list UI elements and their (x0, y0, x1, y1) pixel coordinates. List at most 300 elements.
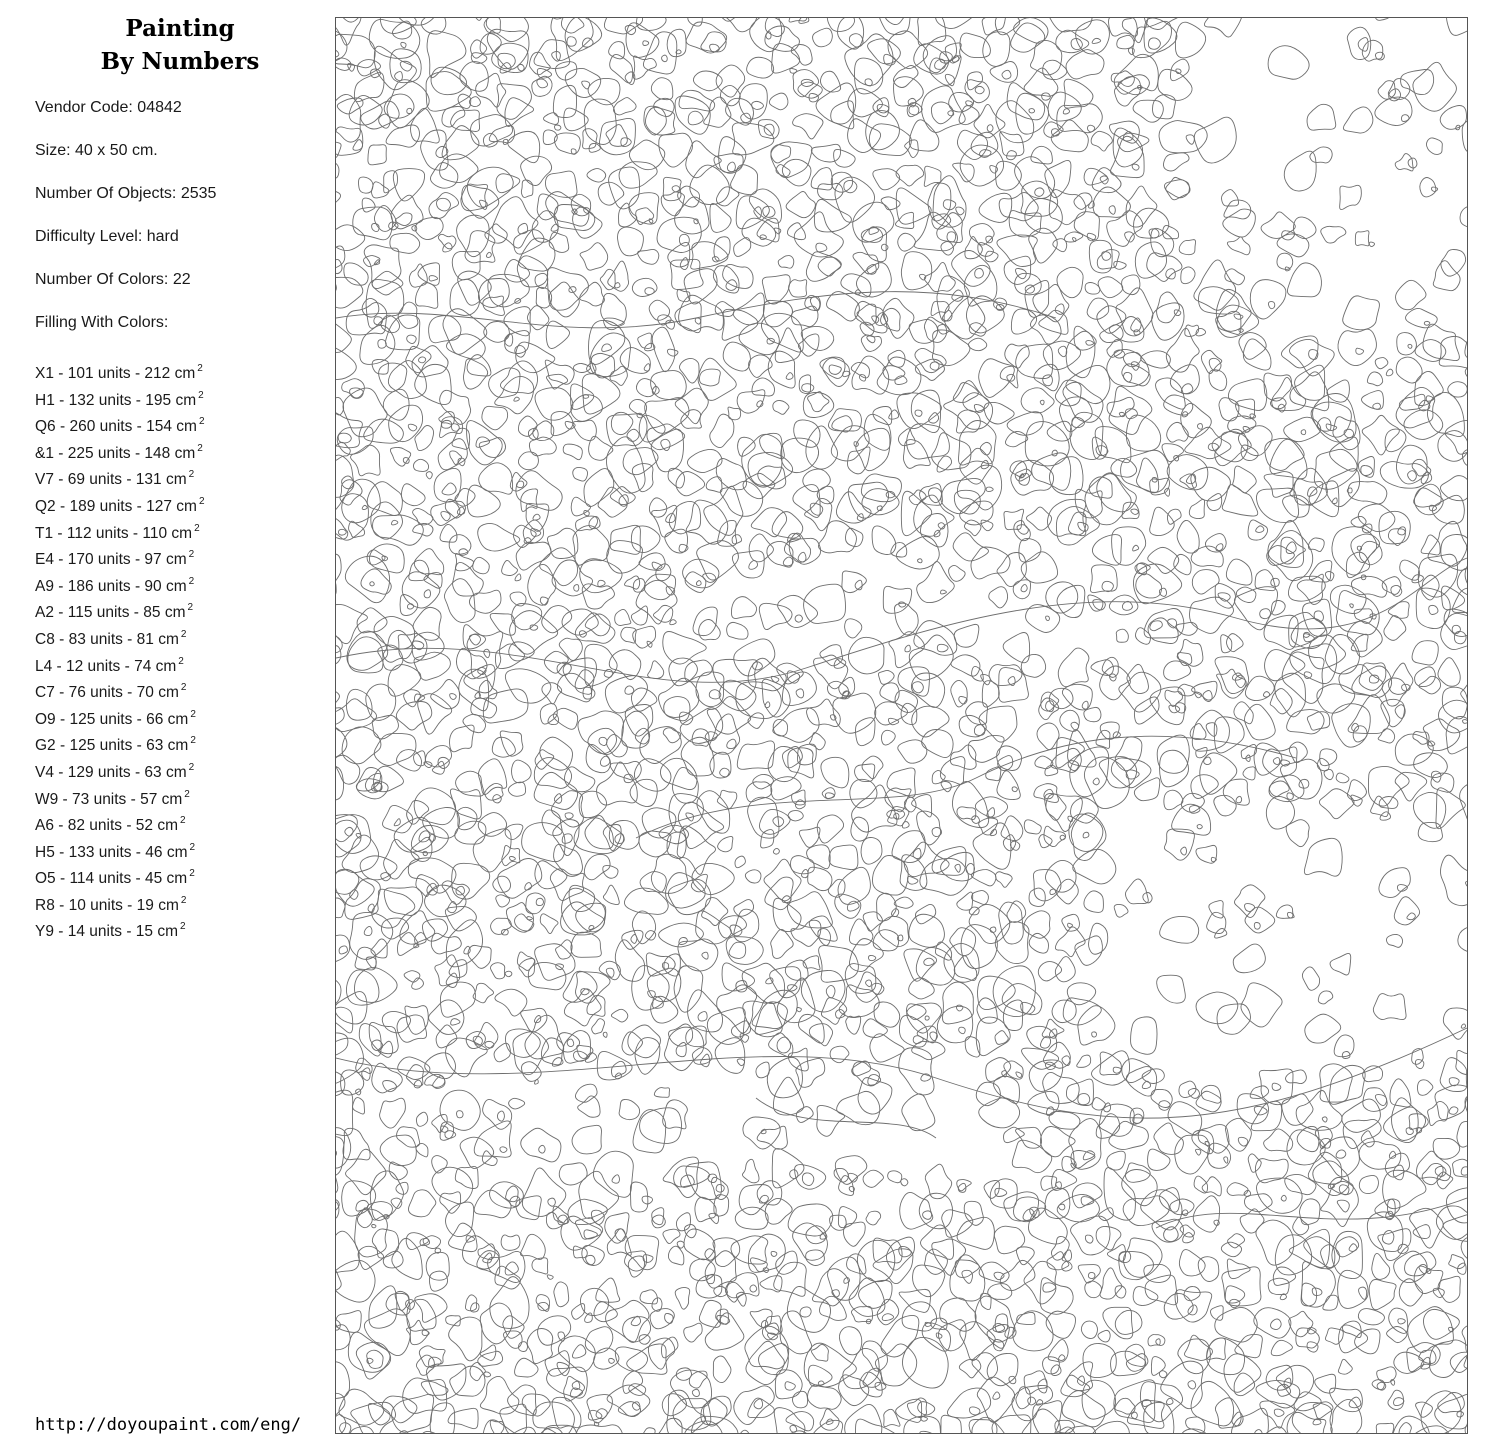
outline-cell (834, 149, 856, 167)
outline-cell (1457, 1121, 1467, 1147)
outline-cell (371, 939, 387, 958)
outline-cell (1320, 1138, 1330, 1148)
outline-cell (630, 1182, 647, 1212)
outline-cell (1049, 688, 1073, 708)
outline-cell (381, 918, 408, 939)
outline-cell (1035, 756, 1053, 769)
outline-cell (1334, 1035, 1354, 1057)
outline-cell (512, 760, 532, 783)
outline-cell (1282, 1094, 1313, 1125)
outline-cell (951, 680, 968, 706)
outline-cell (1167, 509, 1181, 524)
outline-cell (1436, 788, 1465, 829)
outline-cell (807, 845, 831, 869)
outline-cell (1245, 907, 1275, 933)
outline-cell (1233, 944, 1265, 973)
outline-cell (889, 410, 899, 419)
outline-cell (1438, 658, 1460, 687)
outline-cell (381, 315, 400, 332)
outline-cell (1323, 1295, 1338, 1310)
outline-cell (642, 1428, 655, 1433)
outline-cell (645, 931, 655, 941)
outline-cell (647, 424, 685, 450)
outline-cell (1040, 1127, 1075, 1157)
outline-cell (349, 95, 382, 125)
color-item: O9 - 125 units - 66 cm $^2$ (35, 708, 196, 728)
outline-cell (932, 847, 966, 876)
outline-cell (791, 45, 812, 66)
outline-cell (470, 1362, 485, 1380)
outline-cell (861, 474, 901, 502)
outline-cell (1083, 1343, 1116, 1377)
outline-cell (1281, 537, 1306, 564)
outline-cell (881, 1315, 919, 1357)
outline-cell (668, 1246, 683, 1265)
outline-cell (1307, 1342, 1318, 1352)
outline-cell (490, 1277, 529, 1329)
outline-cell (955, 1260, 979, 1278)
outline-cell (1082, 1380, 1116, 1419)
outline-cell (983, 32, 1010, 67)
outline-cell (606, 125, 627, 147)
outline-cell (1373, 994, 1406, 1020)
outline-cell (796, 1107, 813, 1123)
outline-cell (707, 697, 750, 735)
outline-cell (684, 1224, 696, 1237)
outline-cell (720, 768, 730, 777)
outline-cell (397, 1015, 427, 1042)
outline-cell (849, 1278, 885, 1317)
outline-cell (1408, 471, 1417, 481)
outline-cell (336, 708, 344, 725)
outline-cell (345, 556, 389, 603)
outline-cell (518, 64, 524, 71)
outline-cell (1441, 250, 1466, 277)
outline-cell (1116, 629, 1128, 642)
outline-cell (808, 867, 832, 890)
outline-cell (431, 679, 460, 708)
color-item: C8 - 83 units - 81 cm $^2$ (35, 628, 187, 648)
outline-cell (691, 242, 728, 269)
outline-cells (336, 18, 1467, 1433)
outline-cell (736, 981, 747, 992)
outline-cell (1201, 1085, 1221, 1103)
outline-cell (485, 1041, 494, 1048)
outline-cell (767, 338, 774, 344)
outline-cell (861, 228, 882, 243)
outline-cell (361, 569, 391, 594)
outline-cell (1125, 879, 1148, 904)
outline-cell (421, 1381, 448, 1395)
outline-cell (1097, 473, 1137, 512)
outline-cell (639, 1335, 650, 1345)
outline-cell (1045, 160, 1071, 197)
outline-cell (650, 1309, 674, 1329)
outline-cell (911, 673, 944, 707)
outline-cell (415, 364, 452, 404)
outline-cell (449, 1317, 482, 1361)
outline-cell (696, 911, 732, 944)
outline-cell (882, 1314, 893, 1321)
outline-cell (1351, 534, 1380, 562)
outline-cell (1160, 750, 1189, 787)
outline-cell (1164, 395, 1193, 415)
color-item: T1 - 112 units - 110 cm $^2$ (35, 522, 200, 542)
outline-cell (839, 1327, 861, 1355)
outline-cell (1348, 482, 1387, 504)
outline-cell (529, 52, 550, 74)
outline-cell (1287, 263, 1321, 297)
outline-cell (675, 96, 710, 134)
outline-cell (1351, 634, 1368, 651)
outline-cell (1181, 793, 1204, 812)
outline-cell (696, 581, 701, 586)
outline-cell (1406, 308, 1438, 327)
outline-cell (1085, 1235, 1093, 1243)
outline-cell (662, 1394, 686, 1416)
outline-cell (505, 971, 512, 977)
outline-cell (844, 1222, 866, 1246)
outline-cell (1200, 753, 1237, 794)
outline-cell (429, 1271, 447, 1291)
outline-cell (695, 318, 700, 324)
outline-cell (1290, 339, 1335, 375)
outline-cell (886, 1237, 914, 1270)
outline-cell (521, 180, 533, 197)
outline-cell (710, 44, 720, 52)
outline-cell (1157, 735, 1189, 773)
outline-cell (717, 985, 757, 1033)
outline-cell (678, 802, 723, 848)
outline-cell (603, 885, 619, 904)
outline-cell (828, 879, 845, 897)
outline-cell (490, 1421, 504, 1433)
outline-cell (1243, 767, 1255, 780)
outline-cell (717, 1315, 730, 1324)
outline-cell (573, 420, 596, 440)
outline-cell (395, 72, 403, 81)
outline-cell (1132, 164, 1139, 170)
outline-cell (607, 1229, 631, 1256)
outline-cell (1342, 1099, 1381, 1132)
outline-cell (809, 1024, 832, 1046)
outline-cell (1332, 498, 1337, 504)
outline-cell (436, 1025, 457, 1048)
outline-cell (600, 756, 609, 766)
outline-cell (1163, 153, 1189, 171)
outline-cell (537, 79, 548, 88)
outline-cell (471, 18, 487, 20)
outline-cell (559, 1163, 587, 1185)
outline-cell (914, 44, 949, 74)
outline-cell (773, 898, 801, 931)
outline-cell (699, 620, 721, 640)
outline-cell (1215, 1307, 1257, 1342)
outline-cell (462, 1236, 499, 1269)
outline-cell (360, 856, 397, 880)
outline-cell (1162, 444, 1184, 462)
outline-cell (589, 925, 594, 929)
outline-cell (384, 171, 398, 193)
outline-cell (1261, 212, 1295, 239)
outline-cell (920, 858, 969, 895)
outline-cell (670, 259, 703, 289)
outline-cell (1355, 1329, 1380, 1354)
outline-cell (1195, 1149, 1200, 1155)
outline-cell (1063, 109, 1069, 114)
outline-cell (972, 1353, 998, 1380)
outline-cell (828, 409, 861, 431)
outline-cell (534, 1016, 540, 1023)
outline-cell (1166, 1398, 1173, 1404)
outline-cell (343, 1128, 370, 1160)
outline-cell (558, 1336, 595, 1372)
outline-cell (1062, 1056, 1070, 1066)
outline-cell (582, 584, 614, 609)
outline-cell (778, 256, 794, 269)
outline-cell (1257, 1178, 1303, 1213)
outline-cell (336, 1201, 339, 1219)
outline-cell (429, 276, 438, 281)
color-item: H1 - 132 units - 195 cm $^2$ (35, 389, 204, 409)
outline-cell (552, 560, 593, 596)
outline-cell (351, 1402, 396, 1433)
outline-cell (827, 18, 854, 31)
outline-cell (1383, 1170, 1426, 1208)
outline-cell (771, 145, 791, 163)
outline-cell (576, 972, 611, 1003)
outline-cell (938, 324, 949, 334)
outline-cell (430, 1403, 455, 1433)
outline-cell (996, 101, 1034, 143)
outline-cell (587, 169, 606, 183)
outline-cell (1441, 855, 1467, 906)
outline-cell (723, 264, 754, 288)
outline-cell (698, 358, 736, 400)
outline-cell (894, 897, 913, 908)
outline-cell (607, 1385, 650, 1416)
outline-cell (632, 278, 657, 296)
color-item: Q6 - 260 units - 154 cm $^2$ (35, 416, 205, 436)
outline-cell (931, 102, 953, 124)
outline-cell (1462, 1324, 1467, 1352)
outline-cell (598, 487, 627, 517)
outline-cell (1255, 1159, 1288, 1183)
outline-cell (478, 759, 506, 795)
outline-cell (891, 543, 907, 558)
outline-cell (1256, 488, 1298, 522)
outline-cell (408, 858, 456, 893)
outline-cell (1417, 1080, 1432, 1095)
outline-cell (826, 985, 835, 998)
outline-cell (519, 958, 535, 977)
outline-cell (599, 118, 635, 154)
outline-cell (965, 80, 990, 103)
outline-cell (752, 378, 775, 396)
outline-cell (412, 226, 417, 231)
outline-cell (336, 1311, 361, 1333)
outline-cell (1260, 609, 1271, 619)
outline-cell (1361, 465, 1373, 475)
outline-cell (636, 208, 654, 225)
outline-cell (1388, 79, 1410, 100)
color-item: H5 - 133 units - 46 cm $^2$ (35, 841, 196, 861)
outline-cell (923, 1211, 932, 1219)
outline-cell (1241, 445, 1258, 461)
outline-cell (1152, 478, 1157, 483)
outline-cell (565, 767, 595, 792)
outline-cell (1078, 1094, 1090, 1105)
outline-cell (450, 451, 462, 465)
outline-cell (818, 257, 841, 276)
outline-cell (692, 1389, 699, 1396)
outline-cell (917, 561, 955, 602)
outline-cell (1174, 554, 1191, 574)
outline-cell (1177, 520, 1199, 553)
outline-cell (1241, 983, 1282, 1027)
outline-cell (1394, 897, 1419, 925)
outline-cell (1107, 211, 1143, 247)
outline-cell (777, 1037, 791, 1053)
outline-cell (409, 560, 429, 581)
outline-cell (686, 141, 722, 178)
outline-cell (688, 990, 723, 1032)
outline-cell (715, 1038, 745, 1074)
outline-cell (513, 1032, 549, 1075)
outline-cell (987, 125, 993, 132)
outline-cell (563, 444, 582, 460)
outline-cell (1395, 705, 1405, 719)
outline-cell (497, 1111, 504, 1121)
outline-cell (514, 397, 520, 401)
outline-cell (1296, 1090, 1342, 1130)
outline-cell (1158, 69, 1192, 100)
outline-cell (912, 795, 932, 817)
outline-cell (818, 521, 856, 553)
outline-cell (1033, 870, 1061, 901)
outline-cell (1465, 1417, 1467, 1433)
outline-cell (1071, 722, 1079, 730)
outline-cell (631, 606, 647, 625)
outline-cell (994, 1272, 1004, 1279)
outline-cell (1276, 1365, 1313, 1398)
outline-cell (1088, 595, 1103, 611)
outline-cell (1301, 430, 1306, 435)
outline-cell (1100, 1268, 1122, 1299)
outline-cell (719, 916, 747, 938)
outline-cell (1369, 242, 1374, 247)
outline-cell (803, 956, 820, 970)
outline-cell (877, 1299, 899, 1325)
outline-cell (1245, 676, 1274, 700)
outline-cell (949, 565, 966, 581)
outline-cell (856, 428, 890, 470)
outline-cell (936, 18, 978, 29)
outline-cell (979, 1098, 1020, 1128)
outline-cell (877, 893, 897, 921)
outline-cell (336, 1260, 375, 1302)
outline-cell (1043, 341, 1080, 370)
outline-cell (947, 232, 956, 242)
outline-cell (1440, 476, 1467, 501)
outline-cell (336, 766, 344, 801)
outline-cell (996, 161, 1022, 190)
outline-cell (1165, 690, 1183, 706)
outline-cell (646, 953, 675, 976)
outline-cell (1133, 545, 1139, 551)
outline-cell (505, 824, 523, 839)
outline-cell (1191, 775, 1218, 799)
outline-cell (899, 1289, 930, 1312)
outline-cell (619, 1099, 640, 1119)
outline-cell (603, 866, 618, 879)
outline-cell (875, 702, 908, 725)
outline-cell (1078, 1006, 1115, 1045)
outline-cell (1330, 953, 1351, 975)
outline-cell (1092, 1032, 1097, 1037)
outline-cell (1060, 710, 1080, 731)
outline-cell (993, 1392, 1000, 1399)
outline-cell (1356, 348, 1364, 354)
outline-cell (1059, 1355, 1065, 1361)
outline-cell (644, 364, 650, 371)
outline-cell (538, 1316, 571, 1345)
outline-cell (609, 1358, 615, 1363)
outline-cell (681, 410, 702, 429)
outline-cell (1098, 1330, 1110, 1342)
outline-cell (872, 526, 896, 555)
outline-cell (1355, 231, 1369, 246)
outline-cell (518, 416, 537, 436)
outline-cell (924, 958, 934, 965)
outline-cell (777, 663, 804, 684)
outline-cell (1107, 1245, 1125, 1262)
filling-label: Filling With Colors: (35, 314, 169, 331)
outline-cell (1059, 397, 1092, 432)
outline-cell (1396, 280, 1426, 309)
outline-cell (883, 586, 911, 613)
outline-cell (901, 703, 917, 724)
outline-cell (336, 689, 339, 707)
outline-cell (405, 1006, 428, 1035)
outline-cell (1426, 138, 1442, 155)
outline-cell (1404, 410, 1443, 440)
outline-cell (421, 130, 449, 170)
outline-cell (615, 1229, 625, 1242)
outline-cell (796, 689, 804, 698)
outline-cell (786, 373, 793, 380)
outline-cell (1284, 151, 1316, 191)
outline-cell (993, 966, 1035, 1017)
outline-cell (381, 873, 391, 881)
outline-cell (813, 28, 833, 47)
outline-cell (691, 1416, 738, 1433)
outline-cell (578, 711, 623, 755)
outline-cell (1389, 1151, 1395, 1158)
outline-cell (957, 807, 976, 820)
outline-cell (1388, 1390, 1404, 1409)
outline-cell (446, 1202, 474, 1237)
outline-cell (1217, 669, 1247, 698)
outline-cell (873, 1238, 902, 1263)
outline-cell (571, 932, 601, 957)
outline-cell (1338, 329, 1376, 365)
outline-cell (1338, 1359, 1352, 1374)
outline-cell (1315, 1374, 1336, 1393)
outline-cell (1084, 891, 1104, 913)
outline-cell (1170, 365, 1199, 394)
source-url: http://doyoupaint.com/eng/ (35, 1415, 302, 1435)
